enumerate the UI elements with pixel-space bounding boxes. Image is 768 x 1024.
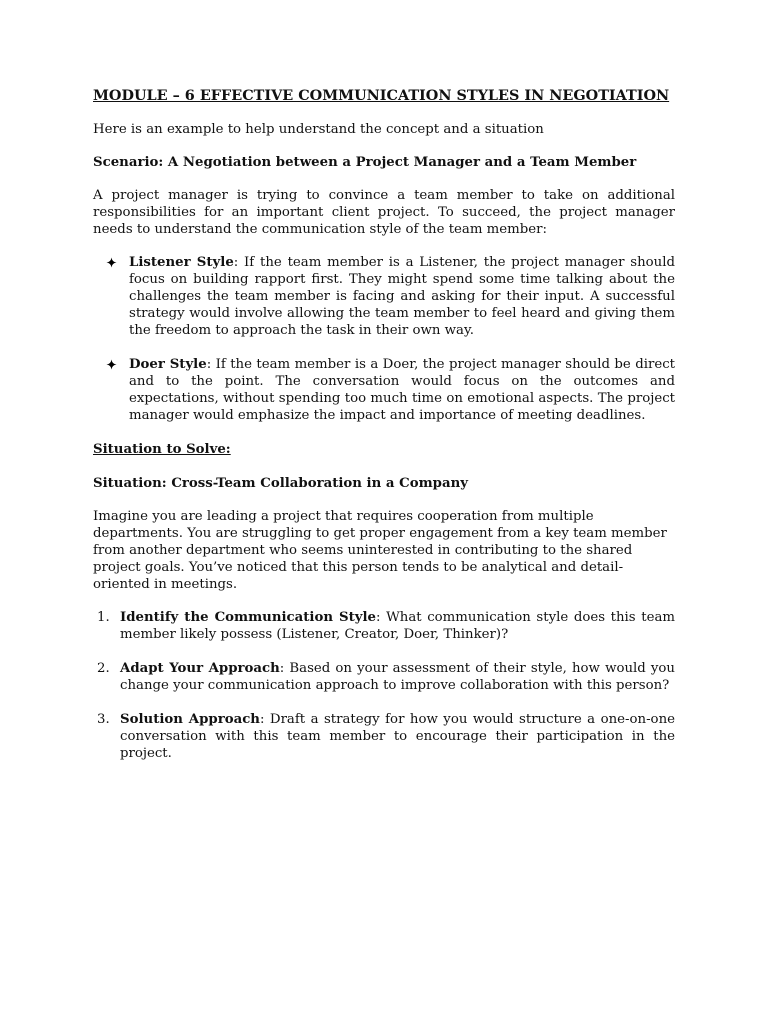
intro-text: Here is an example to help understand the concept and a situation bbox=[93, 122, 544, 137]
scenario-description: A project manager is trying to convince a team member to take on additional responsibilities for an important client project. To succeed, the project manager needs to understand the communication style of the team member: bbox=[93, 188, 675, 237]
diamond-bullet-icon bbox=[106, 257, 117, 268]
question-text: : Draft a strategy for how you would structure a one-on-one conversation with this team member to encourage their participation in the project. bbox=[120, 712, 675, 761]
page-title: MODULE – 6 EFFECTIVE COMMUNICATION STYLES IN NEGOTIATION bbox=[93, 87, 670, 104]
question-list bbox=[93, 609, 675, 762]
question-label: Solution Approach bbox=[120, 712, 260, 727]
style-item-listener bbox=[93, 254, 675, 339]
situation-to-solve-heading: Situation to Solve: bbox=[93, 442, 231, 457]
question-number: 3. bbox=[97, 712, 110, 727]
style-label: Listener Style bbox=[129, 255, 234, 270]
scenario-heading: Scenario: A Negotiation between a Project Manager and a Team Member bbox=[93, 155, 637, 170]
situation-heading: Situation: Cross-Team Collaboration in a Company bbox=[93, 476, 468, 491]
document-page bbox=[93, 86, 675, 779]
style-item-doer bbox=[93, 356, 675, 424]
question-item bbox=[93, 660, 675, 694]
question-label: Identify the Communication Style bbox=[120, 610, 376, 625]
style-text: : If the team member is a Doer, the project manager should be direct and to the point. The conversation would focus on the outcomes and expectations, without spending too much time on emotional aspects. The project manager would emphasize the impact and importance of meeting deadlines. bbox=[129, 357, 675, 423]
style-list bbox=[93, 254, 675, 424]
question-number: 1. bbox=[97, 610, 110, 625]
diamond-bullet-icon bbox=[106, 359, 117, 370]
question-label: Adapt Your Approach bbox=[120, 661, 280, 676]
question-text: : What communication style does this team member likely possess (Listener, Creator, Doer, Thinker)? bbox=[120, 610, 675, 642]
style-label: Doer Style bbox=[129, 357, 207, 372]
question-item bbox=[93, 609, 675, 643]
style-text: : If the team member is a Listener, the project manager should focus on building rapport first. They might spend some time talking about the challenges the team member is facing and asking for their input. A successful strategy would involve allowing the team member to feel heard and giving them the freedom to approach the task in their own way. bbox=[129, 255, 676, 338]
question-text: : Based on your assessment of their style, how would you change your communication approach to improve collaboration with this person? bbox=[120, 661, 675, 693]
question-item bbox=[93, 711, 675, 762]
situation-text: Imagine you are leading a project that requires cooperation from multiple departments. You are struggling to get proper engagement from a key team member from another department who seems uninterested in contributing to the shared project goals. You’ve noticed that this person tends to be analytical and detail-oriented in meetings. bbox=[93, 509, 667, 592]
question-number: 2. bbox=[97, 661, 110, 676]
